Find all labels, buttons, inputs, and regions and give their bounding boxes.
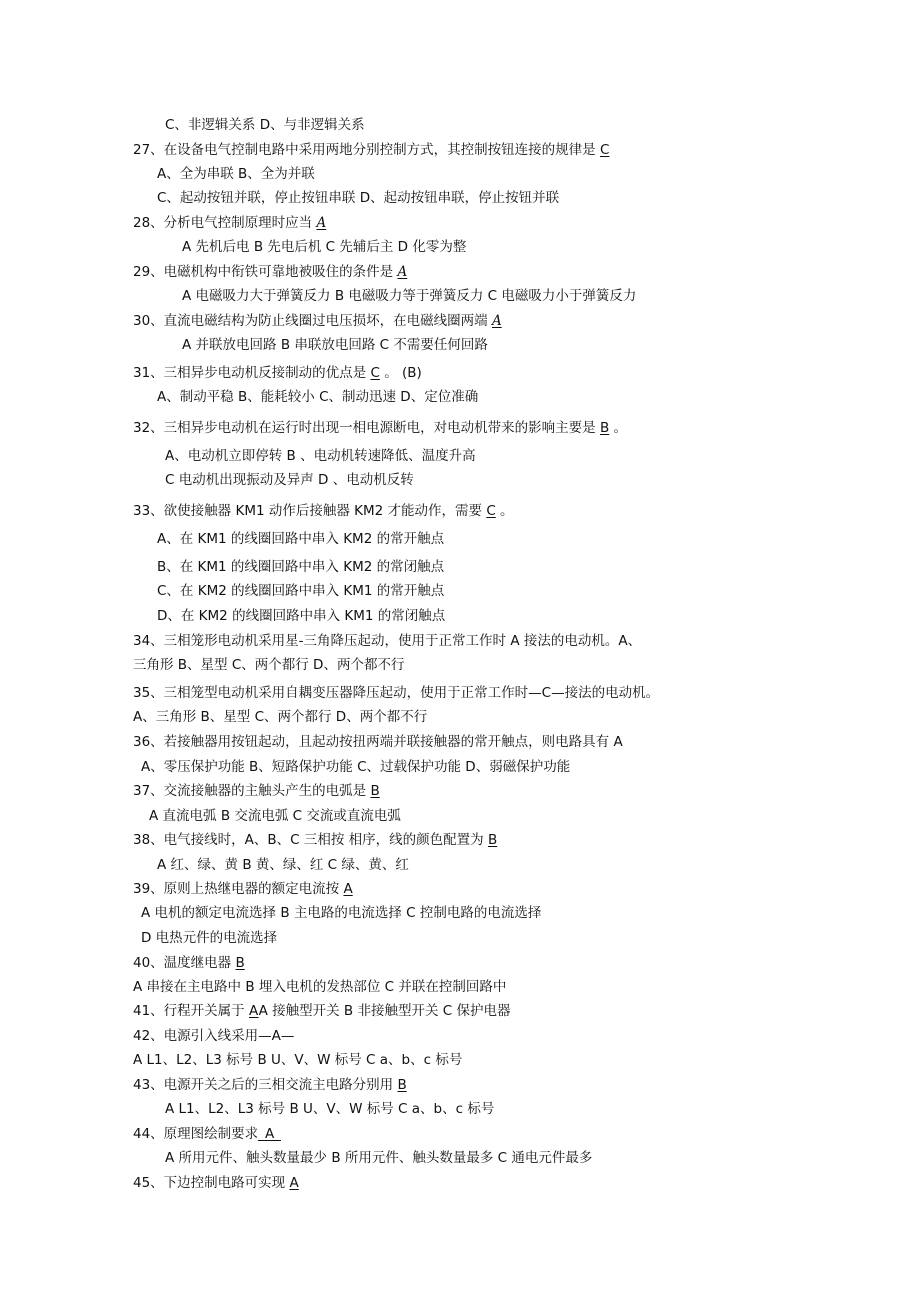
question-34: 34、三相笼形电动机采用星-三角降压起动，使用于正常工作时 A 接法的电动机。A、 bbox=[133, 633, 642, 649]
option-line: A 红、绿、黄 B 黄、绿、红 C 绿、黄、红 bbox=[157, 857, 409, 873]
option-line: A、全为串联 B、全为并联 bbox=[157, 166, 315, 182]
question-32: 32、三相异步电动机在运行时出现一相电源断电，对电动机带来的影响主要是 B 。 bbox=[133, 420, 628, 436]
question-28: 28、分析电气控制原理时应当 A bbox=[133, 215, 327, 231]
option-line: A 并联放电回路 B 串联放电回路 C 不需要任何回路 bbox=[182, 337, 488, 353]
option-line: D 电热元件的电流选择 bbox=[141, 930, 278, 946]
question-29: 29、电磁机构中衔铁可靠地被吸住的条件是 A bbox=[133, 264, 408, 280]
question-45: 45、下边控制电路可实现 A bbox=[133, 1175, 299, 1191]
option-line: A 所用元件、触头数量最少 B 所用元件、触头数量最多 C 通电元件最多 bbox=[165, 1150, 593, 1166]
answer-mark: C bbox=[370, 365, 380, 381]
option-line: A L1、L2、L3 标号 B U、V、W 标号 C a、b、c 标号 bbox=[165, 1101, 495, 1117]
answer-mark: B bbox=[235, 955, 245, 971]
option-line: B、在 KM1 的线圈回路中串入 KM2 的常闭触点 bbox=[157, 559, 445, 575]
question-27: 27、在设备电气控制电路中采用两地分别控制方式，其控制按钮连接的规律是 C bbox=[133, 142, 610, 158]
answer-mark: B bbox=[370, 783, 380, 799]
option-line: D、在 KM2 的线圈回路中串入 KM1 的常闭触点 bbox=[157, 608, 446, 624]
question-42: 42、电源引入线采用—A— bbox=[133, 1028, 295, 1044]
answer-mark: _A_ bbox=[258, 1126, 281, 1142]
answer-mark: A bbox=[248, 1003, 259, 1019]
option-line: A 串接在主电路中 B 埋入电机的发热部位 C 并联在控制回路中 bbox=[133, 979, 507, 995]
option-line: A、电动机立即停转 B 、电动机转速降低、温度升高 bbox=[165, 448, 476, 464]
question-39: 39、原则上热继电器的额定电流按 A bbox=[133, 881, 353, 897]
option-line: A 先机后电 B 先电后机 C 先辅后主 D 化零为整 bbox=[182, 239, 467, 255]
answer-mark: A bbox=[316, 215, 327, 231]
answer-mark: C bbox=[599, 142, 610, 158]
question-43: 43、电源开关之后的三相交流主电路分别用 B bbox=[133, 1077, 407, 1093]
question-40: 40、温度继电器 B bbox=[133, 955, 245, 971]
option-line: A、制动平稳 B、能耗较小 C、制动迅速 D、定位准确 bbox=[157, 389, 479, 405]
option-line: A 直流电弧 B 交流电弧 C 交流或直流电弧 bbox=[149, 808, 401, 824]
question-36: 36、若接触器用按钮起动，且起动按扭两端并联接触器的常开触点，则电路具有 A bbox=[133, 734, 623, 750]
option-line: A 电磁吸力大于弹簧反力 B 电磁吸力等于弹簧反力 C 电磁吸力小于弹簧反力 bbox=[182, 288, 637, 304]
option-line: A、三角形 B、星型 C、两个都行 D、两个都不行 bbox=[133, 709, 428, 725]
answer-mark: A bbox=[343, 881, 353, 897]
question-37: 37、交流接触器的主触头产生的电弧是 B bbox=[133, 783, 380, 799]
question-33: 33、欲使接触器 KM1 动作后接触器 KM2 才能动作，需要 C 。 bbox=[133, 503, 514, 519]
answer-mark: C bbox=[486, 503, 496, 519]
question-30: 30、直流电磁结构为防止线圈过电压损坏，在电磁线圈两端 A bbox=[133, 313, 502, 329]
answer-mark: A bbox=[397, 264, 408, 280]
option-line: A L1、L2、L3 标号 B U、V、W 标号 C a、b、c 标号 bbox=[133, 1052, 463, 1068]
option-line: A、零压保护功能 B、短路保护功能 C、过载保护功能 D、弱磁保护功能 bbox=[141, 759, 571, 775]
option-line: A、在 KM1 的线圈回路中串入 KM2 的常开触点 bbox=[157, 531, 445, 547]
answer-mark: A bbox=[289, 1175, 299, 1191]
answer-mark: B bbox=[487, 832, 498, 848]
question-41: 41、行程开关属于 AA 接触型开关 B 非接触型开关 C 保护电器 bbox=[133, 1003, 511, 1019]
answer-mark: B bbox=[397, 1077, 407, 1093]
text-line: C、非逻辑关系 D、与非逻辑关系 bbox=[165, 117, 365, 133]
option-line: C 电动机出现振动及异声 D 、电动机反转 bbox=[165, 472, 414, 488]
option-line: A 电机的额定电流选择 B 主电路的电流选择 C 控制电路的电流选择 bbox=[141, 905, 542, 921]
question-35: 35、三相笼型电动机采用自耦变压器降压起动，使用于正常工作时—C—接法的电动机。 bbox=[133, 685, 660, 701]
question-38: 38、电气接线时，A、B、C 三相按 相序，线的颜色配置为 B bbox=[133, 832, 498, 848]
question-44: 44、原理图绘制要求_A_ bbox=[133, 1126, 281, 1142]
option-line: C、起动按钮并联，停止按钮串联 D、起动按钮串联，停止按钮并联 bbox=[157, 190, 560, 206]
answer-mark: B bbox=[599, 420, 610, 436]
question-31: 31、三相异步电动机反接制动的优点是 C 。 (B) bbox=[133, 365, 422, 381]
option-line: C、在 KM2 的线圈回路中串入 KM1 的常开触点 bbox=[157, 583, 445, 599]
answer-mark: A bbox=[491, 313, 502, 329]
option-line: 三角形 B、星型 C、两个都行 D、两个都不行 bbox=[133, 657, 405, 673]
